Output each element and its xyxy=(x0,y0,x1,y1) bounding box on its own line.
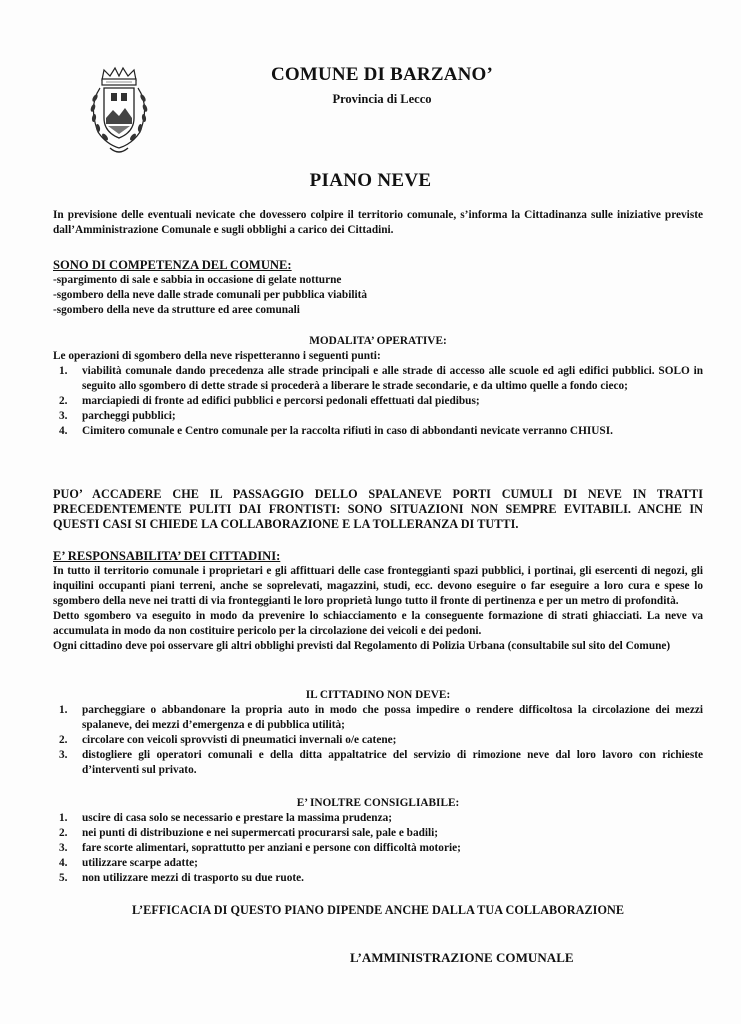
cittadini-paragraph: Ogni cittadino deve poi osservare gli altri obblighi previsti dal Regolamento di Polizia Urbana (consultabile sul sito del Comune) xyxy=(53,640,671,652)
consigliabile-section xyxy=(53,796,703,886)
list-item xyxy=(53,703,703,733)
item-number: 1. xyxy=(59,365,68,377)
list-item xyxy=(53,811,703,826)
list-item xyxy=(53,826,703,841)
cittadini-paragraph: In tutto il territorio comunale i proprietari e gli affittuari delle case fronteggianti spazi pubblici, i portinai, gli esercenti di negozi, gli inquilini occupanti piani terreni, anche se soprelevati, magazzini, studi, ecc. devono eseguire o far eseguire a loro cura e spese lo sgombero della neve nei tratti di via fronteggianti le loro proprietà lungo tutto il fronte di pertinenza e per un metro di profondità. xyxy=(53,565,703,607)
item-number: 1. xyxy=(59,812,68,824)
modalita-section xyxy=(53,334,703,439)
non-deve-heading: IL CITTADINO NON DEVE: xyxy=(305,689,451,701)
province-subtitle: Provincia di Lecco xyxy=(332,92,432,106)
intro-paragraph: In previsione delle eventuali nevicate che dovessero colpire il territorio comunale, s’informa la Cittadinanza sulle iniziative previste dall’Amministrazione Comunale e sugli obblighi a carico dei Cittadini. xyxy=(53,209,703,236)
item-text: viabilità comunale dando precedenza alle strade principali e alle strade di accesso alle scuole ed agli edifici pubblici. SOLO in seguito allo sgombero di dette strade si procederà a liberare le strade secondarie, e da ultimo quelle a fondo cieco; xyxy=(82,365,703,392)
document-title: PIANO NEVE xyxy=(309,170,432,191)
item-text: Cimitero comunale e Centro comunale per la raccolta rifiuti in caso di abbondanti nevicate verranno CHIUSI. xyxy=(82,425,613,437)
item-text: non utilizzare mezzi di trasporto su due ruote. xyxy=(82,872,304,884)
list-item xyxy=(53,409,703,424)
list-item xyxy=(53,841,703,856)
list-item xyxy=(53,364,703,394)
cittadini-paragraph: Detto sgombero va eseguito in modo da prevenire lo schiacciamento e la conseguente formazione di strati ghiacciati. La neve va accumulata in modo da non costituire pericolo per la circolazione dei veicoli e dei pedoni. xyxy=(53,610,703,637)
consigliabile-heading: E’ INOLTRE CONSIGLIABILE: xyxy=(296,797,460,809)
signature: L’AMMINISTRAZIONE COMUNALE xyxy=(350,950,574,965)
item-text: marciapiedi di fronte ad edifici pubblici e percorsi pedonali effettuati dal piedibus; xyxy=(82,395,480,407)
item-text: fare scorte alimentari, soprattutto per anziani e persone con difficoltà motorie; xyxy=(82,842,461,854)
cittadini-section xyxy=(53,549,703,654)
modalita-intro: Le operazioni di sgombero della neve rispetteranno i seguenti punti: xyxy=(53,350,381,362)
item-text: nei punti di distribuzione e nei supermercati procurarsi sale, pale e badili; xyxy=(82,827,439,839)
item-number: 4. xyxy=(59,425,68,437)
item-text: circolare con veicoli sprovvisti di pneumatici invernali o/e catene; xyxy=(82,734,397,746)
municipal-crest-icon xyxy=(80,66,158,158)
item-text: uscire di casa solo se necessario e prestare la massima prudenza; xyxy=(82,812,393,824)
item-number: 3. xyxy=(59,749,68,761)
modalita-list xyxy=(53,364,703,439)
non-deve-list xyxy=(53,703,703,778)
list-item xyxy=(53,748,703,778)
item-number: 1. xyxy=(59,704,68,716)
list-item xyxy=(53,856,703,871)
comune-section xyxy=(53,258,703,318)
item-text: parcheggi pubblici; xyxy=(82,410,176,422)
cittadini-heading: E’ RESPONSABILITA’ DEI CITTADINI: xyxy=(53,549,281,563)
consigliabile-list xyxy=(53,811,703,886)
item-text: parcheggiare o abbandonare la propria auto in modo che possa impedire o rendere difficoltosa la circolazione dei mezzi spalaneve, dei mezzi d’emergenza e di pubblica utilità; xyxy=(82,704,703,731)
snowplow-warning: PUO’ ACCADERE CHE IL PASSAGGIO DELLO SPALANEVE PORTI CUMULI DI NEVE IN TRATTI PRECEDENTEMENTE PULITI DAI FRONTISTI: SONO SITUAZIONI NON SEMPRE EVITABILI. ANCHE IN QUESTI CASI SI CHIEDE LA COLLABORAZIONE E LA TOLLERANZA DI TUTTI. xyxy=(53,487,703,531)
item-text: utilizzare scarpe adatte; xyxy=(82,857,198,869)
comune-item: -sgombero della neve dalle strade comunali per pubblica viabilità xyxy=(53,289,368,301)
item-number: 2. xyxy=(59,395,68,407)
list-item xyxy=(53,394,703,409)
item-number: 4. xyxy=(59,857,68,869)
closing-statement: L’EFFICACIA DI QUESTO PIANO DIPENDE ANCHE DALLA TUA COLLABORAZIONE xyxy=(131,903,625,917)
municipality-title: COMUNE DI BARZANO’ xyxy=(270,64,494,85)
item-number: 2. xyxy=(59,827,68,839)
item-number: 3. xyxy=(59,410,68,422)
item-number: 5. xyxy=(59,872,68,884)
comune-item: -spargimento di sale e sabbia in occasione di gelate notturne xyxy=(53,274,342,286)
list-item xyxy=(53,871,703,886)
comune-item: -sgombero della neve da strutture ed aree comunali xyxy=(53,304,300,316)
item-number: 2. xyxy=(59,734,68,746)
item-text: distogliere gli operatori comunali e della ditta appaltatrice del servizio di rimozione neve dal loro lavoro con richieste d’interventi sul privato. xyxy=(82,749,703,776)
list-item xyxy=(53,733,703,748)
non-deve-section xyxy=(53,688,703,778)
comune-heading: SONO DI COMPETENZA DEL COMUNE: xyxy=(53,258,292,272)
item-number: 3. xyxy=(59,842,68,854)
list-item xyxy=(53,424,703,439)
modalita-heading: MODALITA’ OPERATIVE: xyxy=(309,335,447,347)
